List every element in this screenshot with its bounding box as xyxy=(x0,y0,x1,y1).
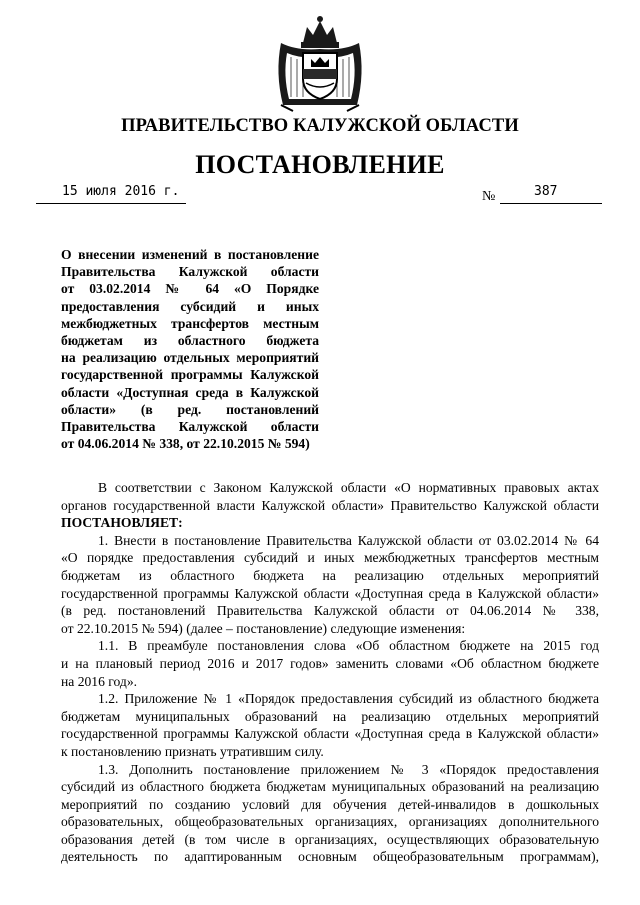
number-sign: № xyxy=(482,189,496,204)
coat-of-arms-icon xyxy=(273,13,367,113)
document-type-title: ПОСТАНОВЛЕНИЕ xyxy=(195,150,445,179)
subject-line: бюджетам из областного бюджета xyxy=(61,333,319,349)
document-body xyxy=(61,479,599,866)
body-line: субсидий из областного бюджета бюджетам муниципальных образований на реализацию xyxy=(61,779,599,795)
subject-line: предоставления субсидий и иных xyxy=(61,298,319,314)
subject-line: государственной программы Калужской xyxy=(61,367,319,383)
body-line: бюджетам из областного бюджета на реализацию отдельных мероприятий xyxy=(61,567,599,583)
document-date: 15 июля 2016 г. xyxy=(62,184,180,199)
date-underline xyxy=(36,203,186,204)
organization-title: ПРАВИТЕЛЬСТВО КАЛУЖСКОЙ ОБЛАСТИ xyxy=(121,116,519,136)
subject-line: от 03.02.2014 № 64 «О Порядке xyxy=(61,281,319,297)
body-line: «О порядке предоставления субсидий и иных межбюджетных трансфертов местным xyxy=(61,550,599,566)
body-line: (в ред. постановлений Правительства Калужской области от 04.06.2014 № 338, xyxy=(61,603,599,619)
body-line: 1.3. Дополнить постановление приложением № 3 «Порядок предоставления xyxy=(98,761,599,777)
subject-line: на реализацию отдельных мероприятий xyxy=(61,350,319,366)
subject-line: от 04.06.2014 № 338, от 22.10.2015 № 594) xyxy=(61,436,310,452)
body-line: 1.1. В преамбуле постановления слова «Об областном бюджете на 2015 год xyxy=(98,638,599,654)
body-line: бюджетам муниципальных образований на реализацию отдельных мероприятий xyxy=(61,708,599,724)
body-line: 1. Внести в постановление Правительства Калужской области от 03.02.2014 № 64 xyxy=(98,532,599,548)
subject-line: области «Доступная среда в Калужской xyxy=(61,384,319,400)
body-line: к постановлению признать утратившим силу. xyxy=(61,743,324,759)
body-line: государственной программы Калужской области «Доступная среда в Калужской области» xyxy=(61,726,599,742)
body-line: органов государственной власти Калужской области» Правительство Калужской области xyxy=(61,497,599,513)
subject-line: О внесении изменений в постановление xyxy=(61,247,319,262)
subject-line: Правительства Калужской области xyxy=(61,419,319,435)
body-line: образовательных, общеобразовательных организациях, организациях дополнительного xyxy=(61,814,599,830)
body-line: мероприятий по созданию условий для обучения детей-инвалидов в дошкольных xyxy=(61,796,599,812)
document-subject xyxy=(61,246,319,452)
body-line-decree: ПОСТАНОВЛЯЕТ: xyxy=(61,515,183,531)
document-number: 387 xyxy=(534,184,558,199)
body-line: В соответствии с Законом Калужской области «О нормативных правовых актах xyxy=(98,480,599,495)
body-line: государственной программы Калужской области «Доступная среда в Калужской области» xyxy=(61,585,599,601)
body-line: деятельность по адаптированным основным общеобразовательным программам), xyxy=(61,849,599,865)
subject-line: Правительства Калужской области xyxy=(61,264,319,280)
body-line: от 22.10.2015 № 594) (далее – постановление) следующие изменения: xyxy=(61,620,466,636)
body-line: 1.2. Приложение № 1 «Порядок предоставления субсидий из областного бюджета xyxy=(98,691,599,707)
subject-line: области» (в ред. постановлений xyxy=(61,401,319,417)
number-underline xyxy=(500,203,602,204)
subject-line: межбюджетных трансфертов местным xyxy=(61,315,319,331)
body-line: и на плановый период 2016 и 2017 годов» заменить словами «Об областном бюджете xyxy=(61,655,599,671)
body-line: на 2016 год». xyxy=(61,673,138,689)
body-line: образования детей (в том числе в организациях, осуществляющих образовательную xyxy=(61,831,599,847)
